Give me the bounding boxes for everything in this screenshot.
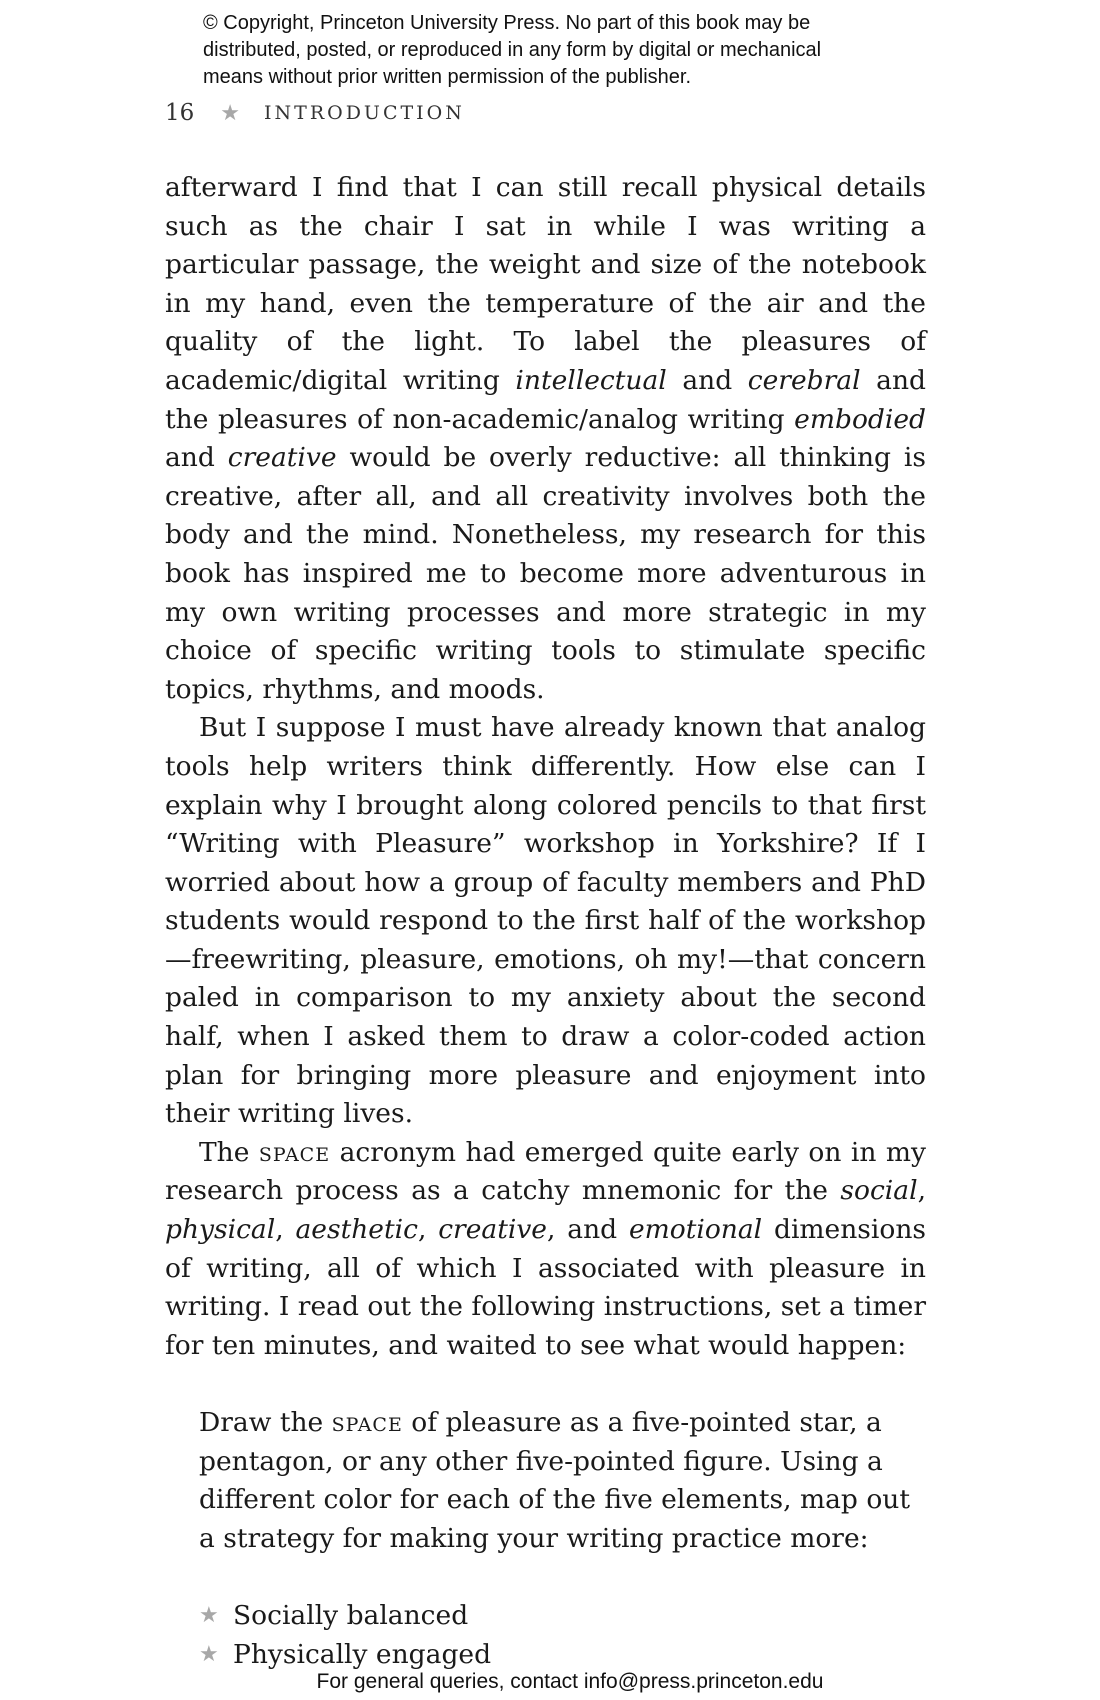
quote-text: Draw the space of pleasure as a five-pointed star, a pentagon, or any other five-pointed figure. Using a different color for each of the five elements, map out a strategy for making your writing practice more: bbox=[199, 1407, 910, 1554]
copyright-notice bbox=[203, 10, 923, 91]
star-icon: ★ bbox=[199, 1641, 219, 1667]
body-text bbox=[165, 169, 926, 1674]
section-title: INTRODUCTION bbox=[264, 102, 465, 124]
footer-contact: For general queries, contact info@press.princeton.edu bbox=[316, 1670, 824, 1693]
paragraph: But I suppose I must have already known that analog tools help writers think differently. How else can I explain why I brought along colored pencils to that first “Writing with Pleasure” workshop in Yorkshire? If I worried about how a group of faculty members and PhD students would respond to the first half of the workshop—freewriting, pleasure, emotions, oh my!—that concern paled in comparison to my anxiety about the second half, when I asked them to draw a color-coded action plan for bringing more pleasure and enjoyment into their writing lives. bbox=[165, 712, 926, 1130]
paragraph: afterward I find that I can still recall physical details such as the chair I sat in while I was writing a particular passage, the weight and size of the notebook in my hand, even the temperature of the air and the quality of the light. To label the pleasures of academic/digital writing intellectual and cerebral and the pleasures of non-academic/analog writing embodied and creative would be overly reductive: all thinking is creative, after all, and all creativity involves both the body and the mind. Nonetheless, my research for this book has inspired me to become more adventurous in my own writing processes and more strategic in my choice of specific writing tools to stimulate specific topics, rhythms, and moods. bbox=[165, 172, 926, 705]
space-list bbox=[165, 1597, 926, 1674]
page-number: 16 bbox=[165, 100, 195, 126]
list-item bbox=[199, 1597, 926, 1636]
copyright-line: distributed, posted, or reproduced in any form by digital or mechanical bbox=[203, 39, 822, 61]
list-item-label: Physically engaged bbox=[233, 1638, 492, 1670]
star-icon: ★ bbox=[220, 100, 241, 126]
list-item bbox=[199, 1636, 926, 1675]
running-head bbox=[165, 100, 465, 126]
star-icon: ★ bbox=[199, 1602, 219, 1628]
copyright-line: © Copyright, Princeton University Press. No part of this book may be bbox=[203, 12, 811, 34]
list-item-label: Socially balanced bbox=[233, 1599, 469, 1631]
instruction-blockquote bbox=[165, 1404, 926, 1558]
paragraph: The space acronym had emerged quite early on in my research process as a catchy mnemonic for the social, physical, aesthetic, creative, and emotional dimensions of writing, all of which I associated with pleasure in writing. I read out the following instructions, set a timer for ten minutes, and waited to see what would happen: bbox=[165, 1136, 926, 1361]
copyright-line: means without prior written permission of the publisher. bbox=[203, 66, 692, 88]
